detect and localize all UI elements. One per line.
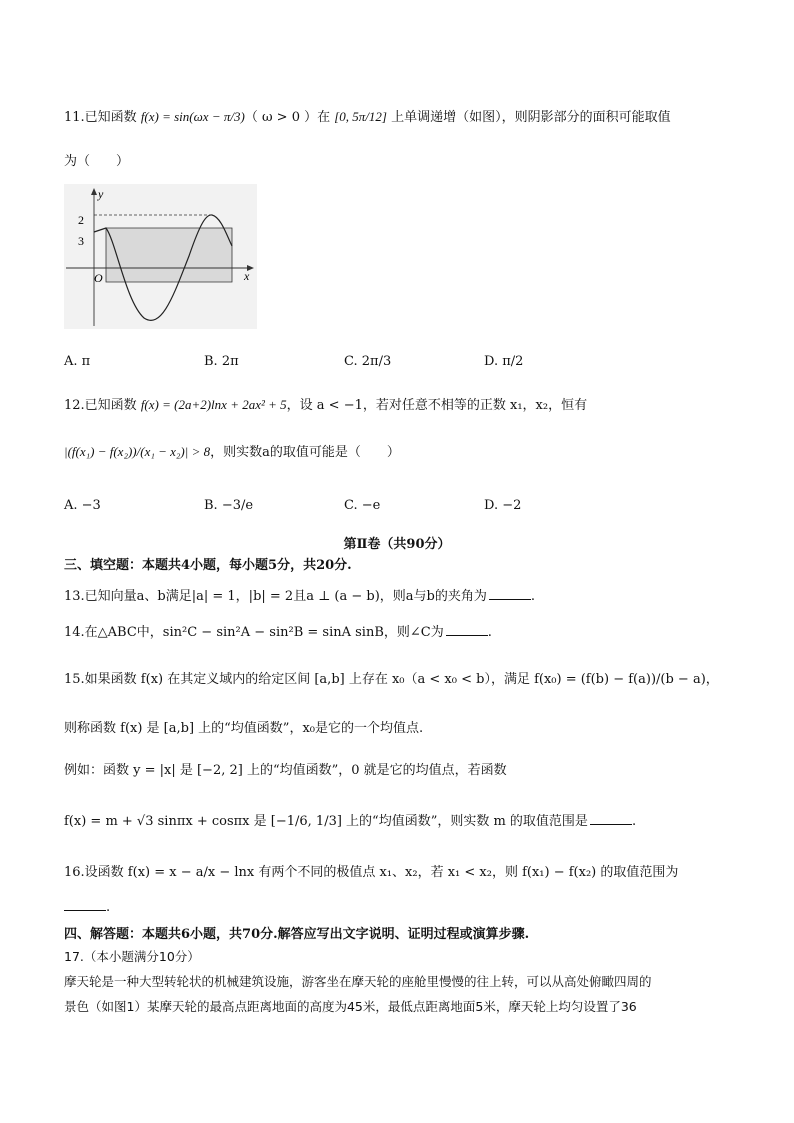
q12-lead: 12.已知函数	[64, 398, 141, 413]
q15-line4-text: f(x) = m + √3 sinπx + cosπx 是 [−1/6, 1/3] 上的“均值函数”，则实数 m 的取值范围是	[64, 814, 588, 829]
q12-line2	[64, 445, 400, 459]
q14-text: 14.在△ABC中，sin²C − sin²A − sin²B = sinA sinB，则∠C为	[64, 625, 444, 640]
x-axis-label: x	[244, 269, 250, 283]
tick-label-top: 2	[78, 213, 84, 227]
q11-graph	[64, 184, 257, 329]
q11-lead: 11.已知函数	[64, 110, 141, 125]
q13-line: 13.已知向量a、b满足|a| = 1，|b| = 2且a ⊥ (a − b)，则a与b的夹角为 .	[64, 589, 536, 604]
q12-function: f(x) = (2a+2)lnx + 2ax² + 5	[140, 397, 287, 412]
q16-answer-period: .	[106, 900, 111, 915]
q12-option-c: C. −e	[344, 498, 381, 513]
q11-interval: [0, 5π/12]	[334, 109, 387, 124]
q12-option-d: D. −2	[484, 498, 522, 513]
q15-line3: 例如：函数 y = |x| 是 [−2, 2] 上的“均值函数”，0 就是它的均值点，若函数	[64, 763, 507, 778]
y-axis-label: y	[98, 187, 104, 201]
section-3-title: 三、填空题：本题共4小题，每小题5分，共20分.	[64, 558, 352, 573]
q17-line1: 摩天轮是一种大型转轮状的机械建筑设施，游客坐在摩天轮的座舱里慢慢的往上转，可以从高处俯瞰四周的	[64, 974, 652, 989]
q15-line2: 则称函数 f(x) 是 [a,b] 上的“均值函数”，x₀是它的一个均值点.	[64, 721, 424, 736]
q12-inequality: |(f(x₁) − f(x₂))/(x₁ − x₂)| > 8	[64, 444, 211, 459]
section-2-title: 第Ⅱ卷（共90分）	[343, 537, 451, 552]
q14-line: 14.在△ABC中，sin²C − sin²A − sin²B = sinA sinB，则∠C为 .	[64, 625, 492, 640]
q11-tail: 上单调递增（如图），则阴影部分的面积可能取值	[387, 110, 671, 125]
q15-answer-blank	[590, 824, 632, 825]
q16-line: 16.设函数 f(x) = x − a/x − lnx 有两个不同的极值点 x₁、x₂，若 x₁ < x₂，则 f(x₁) − f(x₂) 的取值范围为	[64, 865, 679, 880]
origin-label: O	[94, 271, 103, 285]
q14-answer-blank	[446, 635, 488, 636]
q11-line1	[64, 110, 671, 124]
q11-option-b: B. 2π	[204, 354, 239, 369]
q12-option-a: A. −3	[64, 498, 101, 513]
q15-line4: f(x) = m + √3 sinπx + cosπx 是 [−1/6, 1/3] 上的“均值函数”，则实数 m 的取值范围是 .	[64, 814, 637, 829]
tick-label-mid: 3	[78, 234, 84, 248]
q11-graph-svg	[64, 184, 257, 329]
q11-option-c: C. 2π/3	[344, 354, 392, 369]
q11-line2: 为（ ）	[64, 154, 130, 169]
q15-line1: 15.如果函数 f(x) 在其定义域内的给定区间 [a,b] 上存在 x₀（a < x₀ < b），满足 f(x₀) = (f(b) − f(a))/(b − a)，	[64, 672, 719, 687]
section-4-title: 四、解答题：本题共6小题，共70分.解答应写出文字说明、证明过程或演算步骤.	[64, 927, 530, 942]
q12-line1	[64, 398, 587, 412]
q11-function: f(x) = sin(ωx − π/3)	[140, 109, 245, 124]
q12-tail: ，设 a < −1，若对任意不相等的正数 x₁，x₂，恒有	[286, 398, 588, 413]
q11-condition: （ ω > 0 ）在	[244, 110, 335, 125]
q13-answer-blank	[489, 599, 531, 600]
q11-option-a: A. π	[64, 354, 91, 369]
q16-answer-blank	[64, 910, 106, 911]
q17-line2: 景色（如图1）某摩天轮的最高点距离地面的高度为45米，最低点距离地面5米，摩天轮上均匀设置了36	[64, 999, 637, 1014]
q11-option-d: D. π/2	[484, 354, 524, 369]
q17-heading: 17.（本小题满分10分）	[64, 949, 200, 964]
q12-inequality-tail: ，则实数a的取值可能是（ ）	[210, 445, 400, 460]
shaded-region	[106, 228, 232, 282]
q13-text: 13.已知向量a、b满足|a| = 1，|b| = 2且a ⊥ (a − b)，则a与b的夹角为	[64, 589, 487, 604]
q12-option-b: B. −3/e	[204, 498, 254, 513]
